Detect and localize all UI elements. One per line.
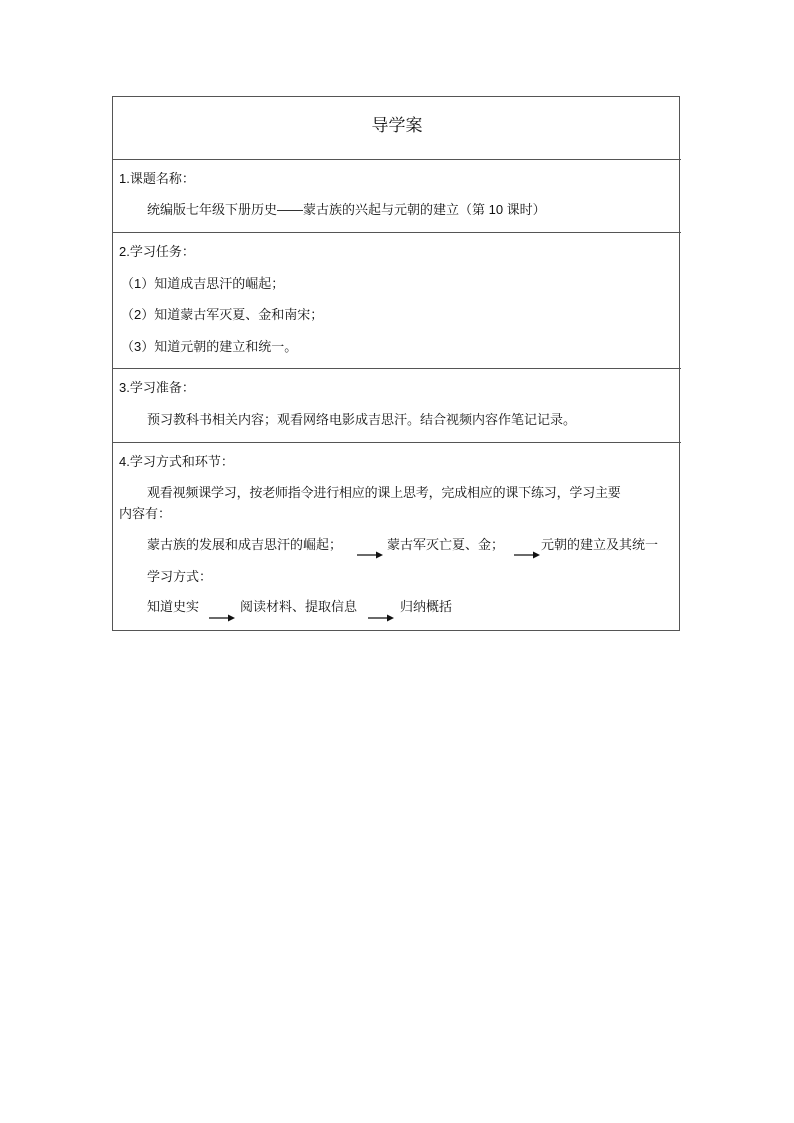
task-item: （1）知道成吉思汗的崛起； (121, 276, 285, 291)
task-item: （3）知道元朝的建立和统一。 (121, 339, 298, 354)
arrow-right-icon (514, 551, 540, 559)
method-step: 归纳概括 (400, 599, 453, 614)
section3-heading: 3.学习准备： (119, 380, 195, 395)
divider (112, 159, 681, 160)
method-paragraph: 内容有： (119, 506, 172, 521)
divider (112, 442, 681, 443)
preparation-text: 预习教科书相关内容；观看网络电影成吉思汗。结合视频内容作笔记记录。 (147, 412, 577, 427)
method-label: 学习方式： (147, 569, 213, 584)
flow-step: 元朝的建立及其统一 (541, 537, 659, 552)
arrow-right-icon (357, 551, 383, 559)
section4-heading: 4.学习方式和环节： (119, 454, 234, 469)
page-title: 导学案 (371, 116, 423, 135)
method-step: 知道史实 (147, 599, 200, 614)
section2-heading: 2.学习任务： (119, 244, 195, 259)
flow-step: 蒙古族的发展和成吉思汗的崛起； (147, 537, 343, 552)
arrow-right-icon (209, 614, 235, 622)
flow-step: 蒙古军灭亡夏、金； (387, 537, 505, 552)
arrow-right-icon (368, 614, 394, 622)
task-item: （2）知道蒙古军灭夏、金和南宋； (121, 307, 324, 322)
method-step: 阅读材料、提取信息 (240, 599, 358, 614)
method-paragraph: 观看视频课学习，按老师指令进行相应的课上思考，完成相应的课下练习，学习主要 (147, 485, 621, 500)
course-name: 统编版七年级下册历史——蒙古族的兴起与元朝的建立（第 10 课时） (147, 202, 546, 217)
section1-heading: 1.课题名称： (119, 171, 195, 186)
divider (112, 368, 681, 369)
divider (112, 232, 681, 233)
